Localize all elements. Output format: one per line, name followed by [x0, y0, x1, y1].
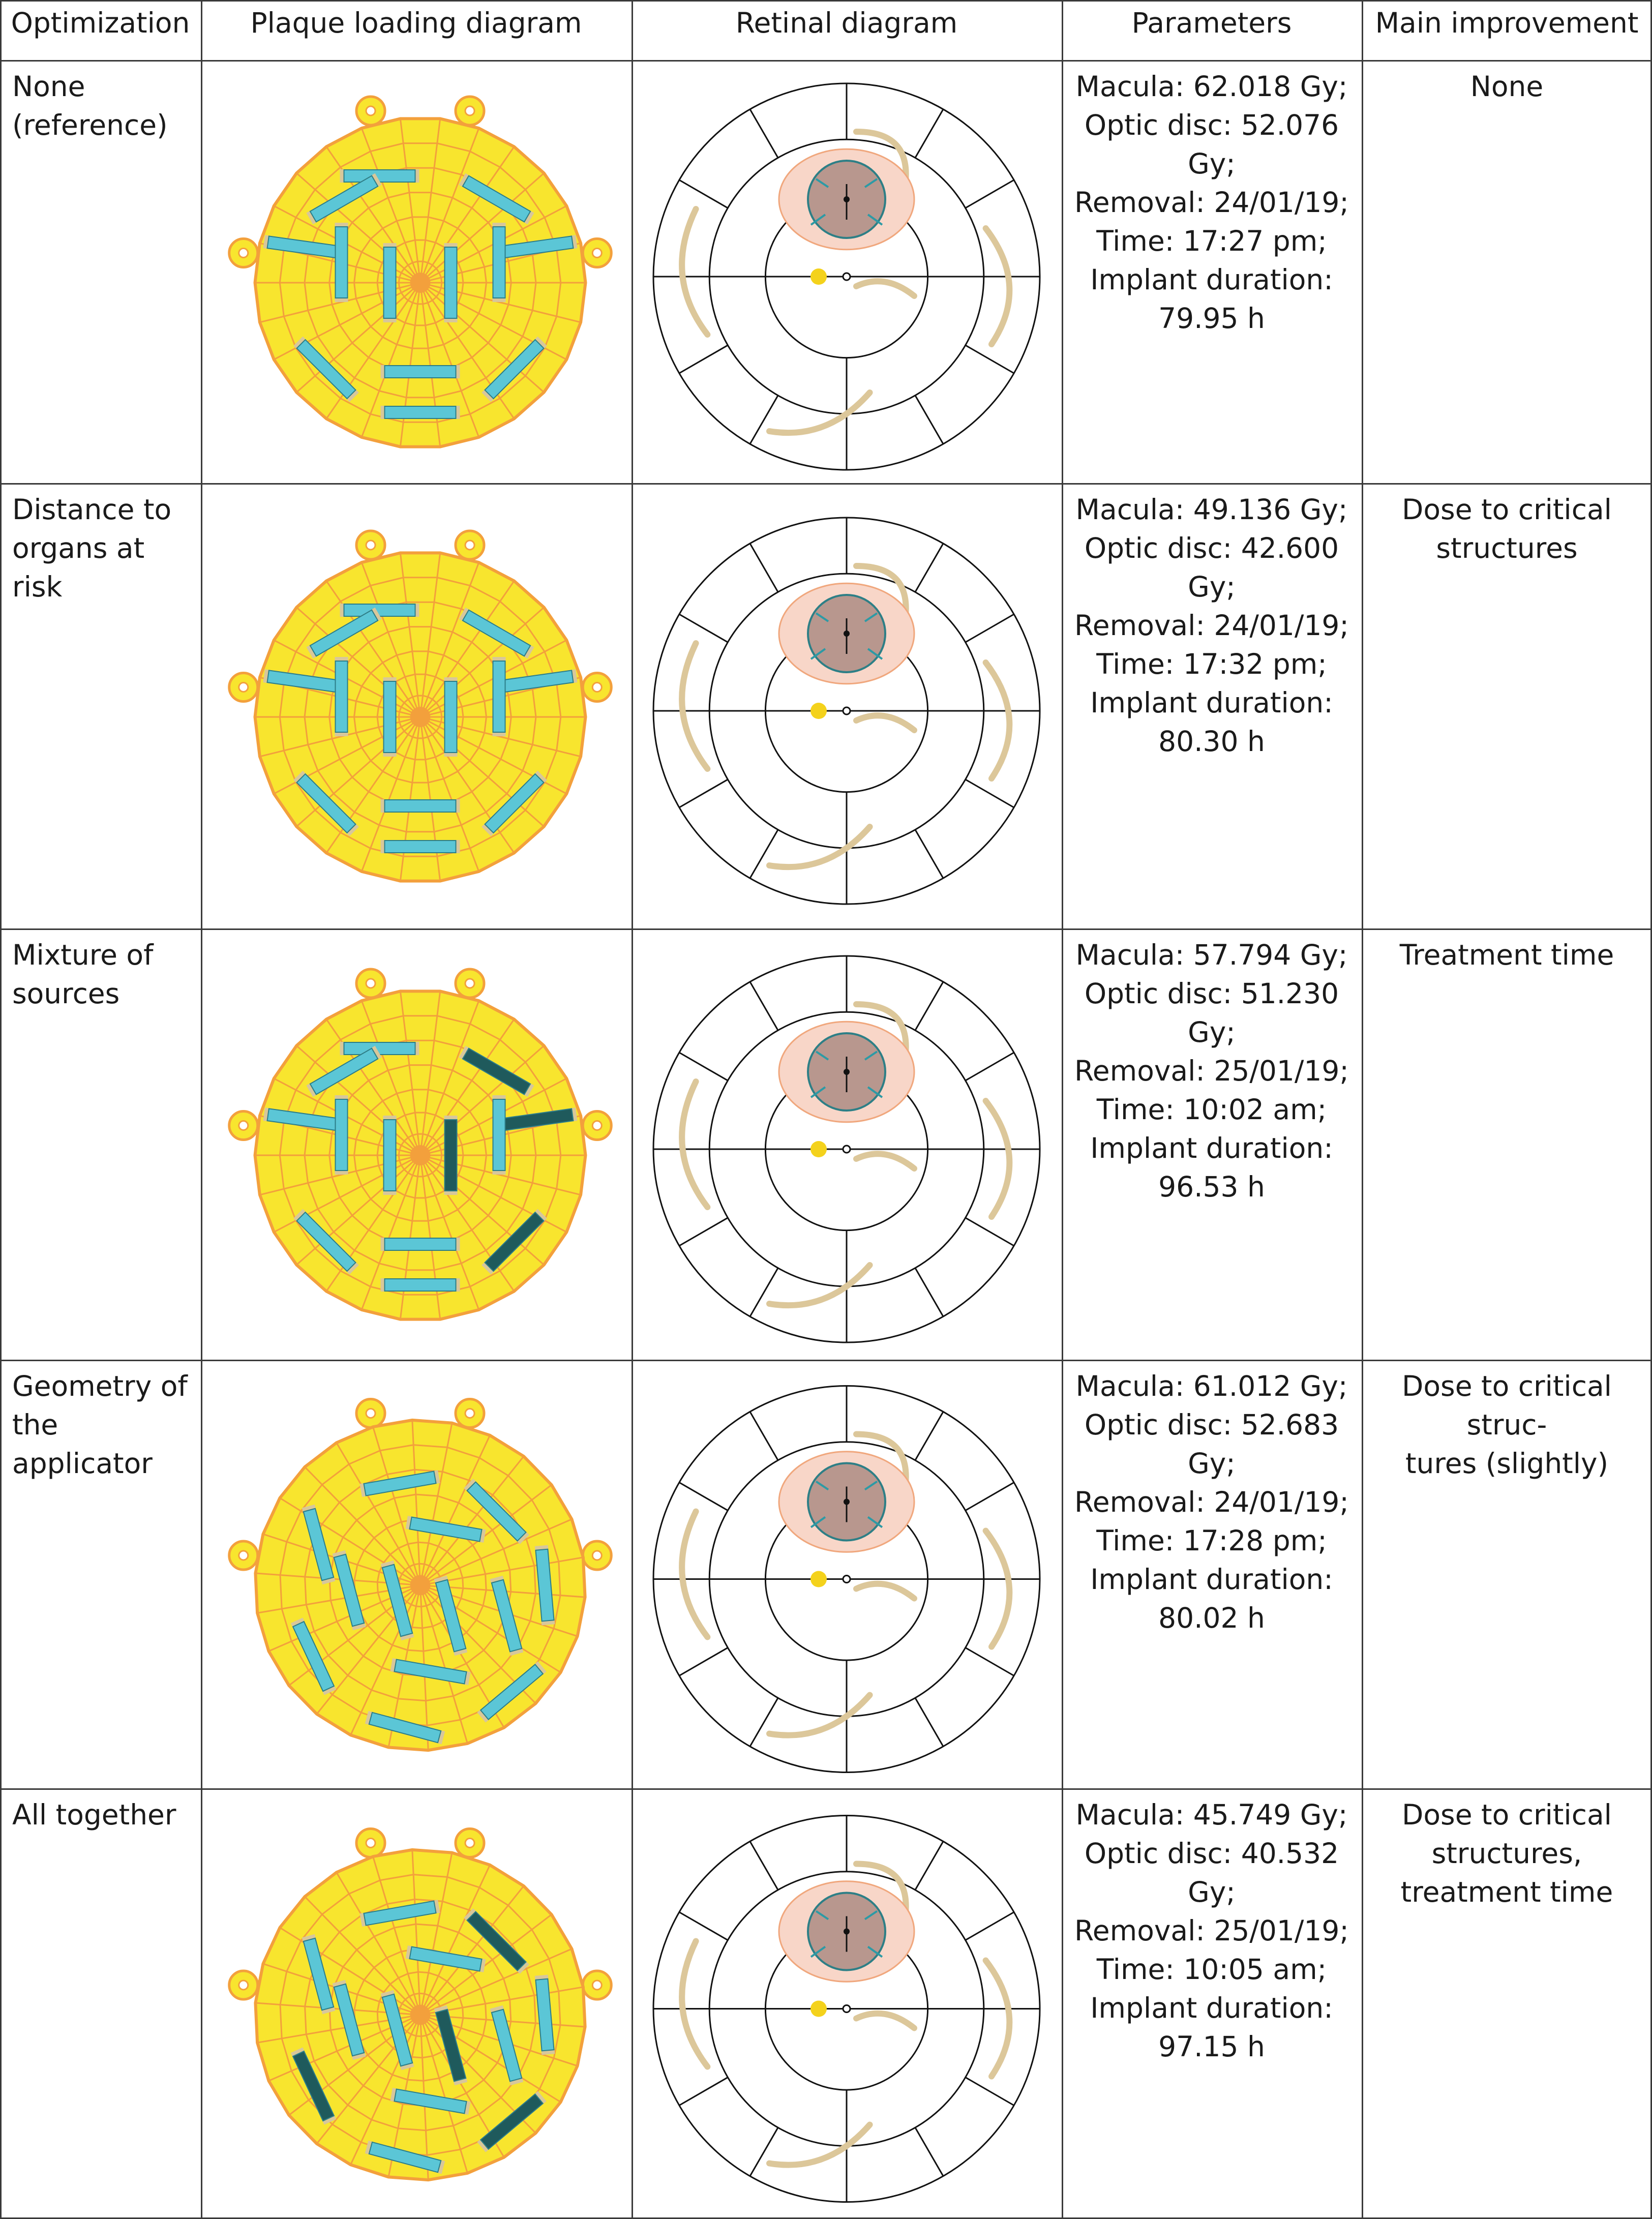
macula-marker	[843, 1146, 850, 1153]
header-plaque: Plaque loading diagram	[250, 7, 582, 39]
retinal-diagram	[653, 1386, 1040, 1773]
plaque-diagram	[229, 97, 612, 447]
crescent-shape	[682, 209, 707, 335]
table-rule-v	[0, 0, 2, 2219]
optic-disc-marker	[810, 1571, 827, 1587]
parameters-cell	[1062, 67, 1362, 338]
seed-source	[493, 1095, 506, 1175]
plaque-diagram	[229, 969, 612, 1320]
parameter-line: Optic disc: 51.230 Gy;	[1084, 977, 1339, 1048]
crescent-shape	[856, 1154, 914, 1168]
seed-source	[383, 243, 397, 322]
crescent-shape	[856, 281, 914, 296]
parameter-line: Implant duration:	[1090, 263, 1333, 296]
improvement-line: Dose to critical	[1402, 493, 1612, 526]
plaque-image	[201, 1360, 632, 1788]
parameter-line: 79.95 h	[1158, 302, 1265, 335]
seed-source	[335, 657, 348, 736]
crescent-shape	[986, 1101, 1010, 1217]
parameters-cell	[1062, 1367, 1362, 1637]
optimization-cell	[12, 936, 195, 1013]
improvement-cell	[1362, 936, 1652, 974]
parameter-line: Time: 10:02 am;	[1096, 1093, 1327, 1126]
improvement-line: tures (slightly)	[1405, 1447, 1609, 1480]
seed-source	[383, 1116, 397, 1195]
parameter-line: 80.02 h	[1158, 1602, 1265, 1634]
parameter-line: Macula: 61.012 Gy;	[1075, 1370, 1348, 1402]
crescent-shape	[986, 663, 1010, 778]
optic-disc-marker	[810, 2001, 827, 2017]
seed-source	[493, 657, 506, 736]
improvement-line: structures,	[1431, 1837, 1582, 1870]
seed-source	[335, 223, 348, 302]
retinal-diagram	[653, 83, 1040, 470]
parameter-line: Removal: 24/01/19;	[1074, 609, 1349, 642]
improvement-cell	[1362, 1795, 1652, 1911]
retina-image	[632, 60, 1062, 483]
improvement-line: None	[1470, 70, 1544, 103]
macula-marker	[843, 2005, 850, 2013]
retinal-diagram	[653, 518, 1040, 904]
retinal-diagram	[653, 956, 1040, 1342]
parameter-line: Removal: 24/01/19;	[1074, 186, 1349, 219]
table-rule-h	[0, 0, 1652, 2]
macula-marker	[843, 273, 850, 280]
parameter-line: Time: 17:28 pm;	[1096, 1524, 1327, 1557]
optimization-line: Mixture of	[12, 939, 154, 971]
parameters-cell	[1062, 1795, 1362, 2066]
parameter-line: Time: 10:05 am;	[1096, 1953, 1327, 1986]
seed-source	[381, 840, 460, 853]
seed-source	[381, 365, 460, 378]
seed-source	[381, 406, 460, 419]
improvement-cell	[1362, 67, 1652, 106]
header-improvement: Main improvement	[1375, 7, 1639, 39]
improvement-cell	[1362, 1367, 1652, 1483]
header-retinal: Retinal diagram	[735, 7, 958, 39]
parameter-line: Optic disc: 52.683 Gy;	[1084, 1408, 1339, 1480]
optic-disc-marker	[810, 268, 827, 285]
parameter-line: Macula: 62.018 Gy;	[1075, 70, 1348, 103]
parameter-line: Time: 17:27 pm;	[1096, 225, 1327, 257]
optimization-cell	[12, 1795, 195, 1834]
parameter-line: Macula: 49.136 Gy;	[1075, 493, 1348, 526]
optimization-line: (reference)	[12, 109, 168, 141]
plaque-image	[201, 483, 632, 928]
parameter-line: Implant duration:	[1090, 1132, 1333, 1164]
improvement-line: treatment time	[1400, 1876, 1613, 1908]
header-optimization: Optimization	[11, 7, 190, 39]
parameter-line: Macula: 57.794 Gy;	[1075, 939, 1348, 971]
retina-image	[632, 928, 1062, 1360]
crescent-shape	[682, 1512, 707, 1637]
parameter-line: Removal: 25/01/19;	[1074, 1055, 1349, 1087]
header-parameters: Parameters	[1131, 7, 1292, 39]
parameter-line: Time: 17:32 pm;	[1096, 648, 1327, 680]
optimization-line: None	[12, 70, 85, 103]
parameter-line: Implant duration:	[1090, 1563, 1333, 1596]
optimization-line: Distance to	[12, 493, 172, 526]
parameter-line: Removal: 24/01/19;	[1074, 1486, 1349, 1518]
plaque-image	[201, 1788, 632, 2219]
retina-image	[632, 483, 1062, 928]
seed-source	[340, 169, 419, 183]
optic-disc-marker	[810, 703, 827, 719]
macula-marker	[843, 707, 850, 714]
optimization-line: sources	[12, 977, 120, 1010]
parameter-line: 96.53 h	[1158, 1171, 1265, 1203]
optic-disc-marker	[810, 1141, 827, 1157]
improvement-cell	[1362, 490, 1652, 567]
optimization-cell	[12, 67, 195, 144]
seed-source	[381, 1238, 460, 1251]
improvement-line: Dose to critical	[1402, 1798, 1612, 1831]
parameters-cell	[1062, 936, 1362, 1206]
crescent-shape	[682, 643, 707, 769]
crescent-shape	[986, 228, 1010, 344]
parameters-cell	[1062, 490, 1362, 761]
optimization-line: the applicator	[12, 1408, 153, 1480]
seed-source	[383, 677, 397, 757]
macula-marker	[843, 1576, 850, 1583]
plaque-image	[201, 60, 632, 483]
optimization-cell	[12, 1367, 195, 1483]
crescent-shape	[856, 2014, 914, 2028]
crescent-shape	[986, 1531, 1010, 1647]
optimization-line: organs at risk	[12, 532, 145, 603]
parameter-line: Implant duration:	[1090, 686, 1333, 719]
retina-image	[632, 1788, 1062, 2219]
retina-image	[632, 1360, 1062, 1788]
seed-source	[335, 1095, 348, 1175]
crescent-shape	[682, 1941, 707, 2067]
retinal-diagram	[653, 1816, 1040, 2202]
crescent-shape	[682, 1082, 707, 1207]
plaque-diagram	[229, 531, 612, 881]
crescent-shape	[856, 715, 914, 730]
seed-source	[444, 677, 458, 757]
crescent-shape	[986, 1961, 1010, 2077]
parameter-line: 97.15 h	[1158, 2030, 1265, 2063]
improvement-line: Dose to critical struc-	[1402, 1370, 1612, 1441]
parameter-line: Optic disc: 40.532 Gy;	[1084, 1837, 1339, 1908]
optimization-cell	[12, 490, 195, 606]
parameter-line: Optic disc: 52.076 Gy;	[1084, 109, 1339, 180]
seed-source	[381, 1278, 460, 1292]
seed-source	[444, 243, 458, 322]
plaque-diagram	[229, 1829, 612, 2180]
plaque-image	[201, 928, 632, 1360]
seed-source	[340, 604, 419, 617]
parameter-line: Macula: 45.749 Gy;	[1075, 1798, 1348, 1831]
optimization-line: All together	[12, 1798, 176, 1831]
parameter-line: Implant duration:	[1090, 1992, 1333, 2024]
optimization-line: Geometry of	[12, 1370, 188, 1402]
seed-source	[340, 1042, 419, 1055]
improvement-line: Treatment time	[1399, 939, 1614, 971]
parameter-line: Optic disc: 42.600 Gy;	[1084, 532, 1339, 603]
improvement-line: structures	[1436, 532, 1578, 564]
seed-source	[381, 799, 460, 813]
parameter-line: Removal: 25/01/19;	[1074, 1914, 1349, 1947]
seed-source	[493, 223, 506, 302]
plaque-diagram	[229, 1399, 612, 1751]
parameter-line: 80.30 h	[1158, 725, 1265, 758]
seed-source-dark	[444, 1116, 458, 1195]
crescent-shape	[856, 1584, 914, 1599]
